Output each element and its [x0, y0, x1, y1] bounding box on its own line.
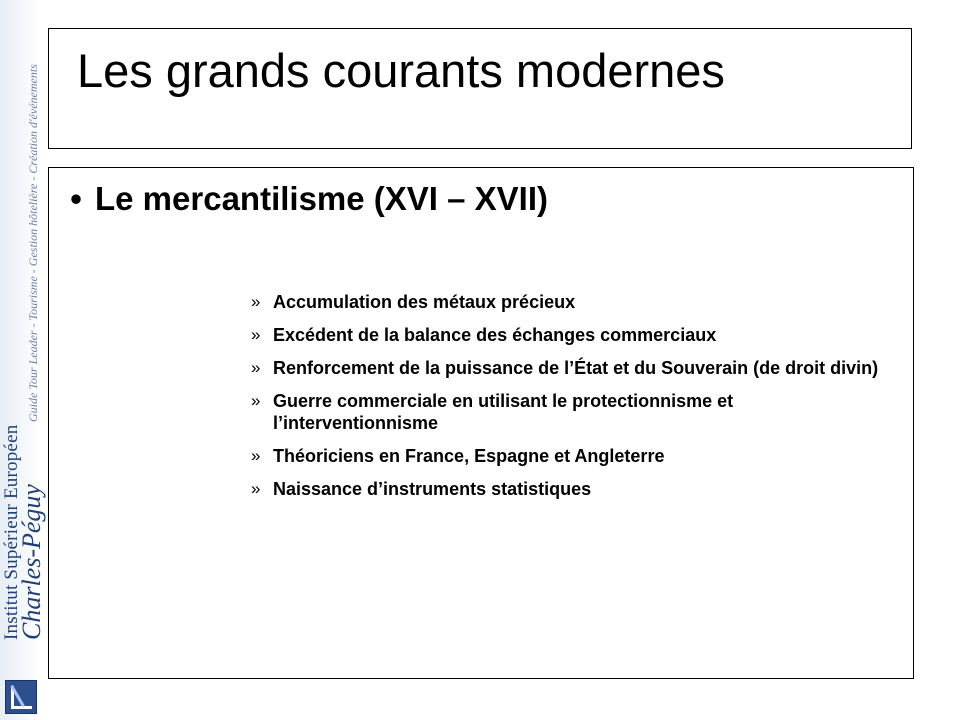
- sub-bullet-icon: »: [251, 391, 261, 410]
- sub-points-list: [251, 291, 891, 511]
- brand-sidebar: [0, 0, 46, 720]
- list-item: [251, 478, 891, 500]
- sub-bullet-icon: »: [251, 446, 261, 465]
- institution-name-line-1: Institut Supérieur Européen: [1, 424, 22, 640]
- slide-title: Les grands courants modernes: [77, 44, 725, 97]
- list-item-text: Naissance d’instruments statistiques: [273, 479, 592, 499]
- list-item: [251, 291, 891, 313]
- list-item: [251, 357, 891, 379]
- list-item-text: Théoriciens en France, Espagne et Angleterre: [273, 446, 665, 466]
- brand-text: [1, 64, 46, 640]
- list-item-text: Excédent de la balance des échanges commerciaux: [273, 325, 717, 345]
- content-frame: [48, 167, 914, 679]
- list-item-text: Accumulation des métaux précieux: [273, 292, 576, 312]
- list-item-text: Renforcement de la puissance de l’État et du Souverain (de droit divin): [273, 358, 879, 378]
- list-item: [251, 390, 891, 434]
- main-bullet-text: Le mercantilisme (XVI – XVII): [95, 180, 549, 217]
- list-item: [251, 445, 891, 467]
- sub-bullet-icon: »: [251, 325, 261, 344]
- sub-bullet-icon: »: [251, 358, 261, 377]
- institution-name-line-2: Charles-Péguy: [17, 484, 46, 640]
- sub-bullet-icon: »: [251, 292, 261, 311]
- main-bullet-point: [57, 180, 548, 218]
- list-item: [251, 324, 891, 346]
- list-item-text: Guerre commerciale en utilisant le protectionnisme et l’interventionnisme: [273, 391, 734, 433]
- institution-tagline: Guide Tour Leader - Tourisme - Gestion hôtelière - Création d'événements: [26, 64, 40, 422]
- institution-logo-icon: [5, 680, 37, 714]
- bullet-icon: •: [70, 180, 82, 217]
- title-frame: [48, 28, 912, 149]
- sub-bullet-icon: »: [251, 479, 261, 498]
